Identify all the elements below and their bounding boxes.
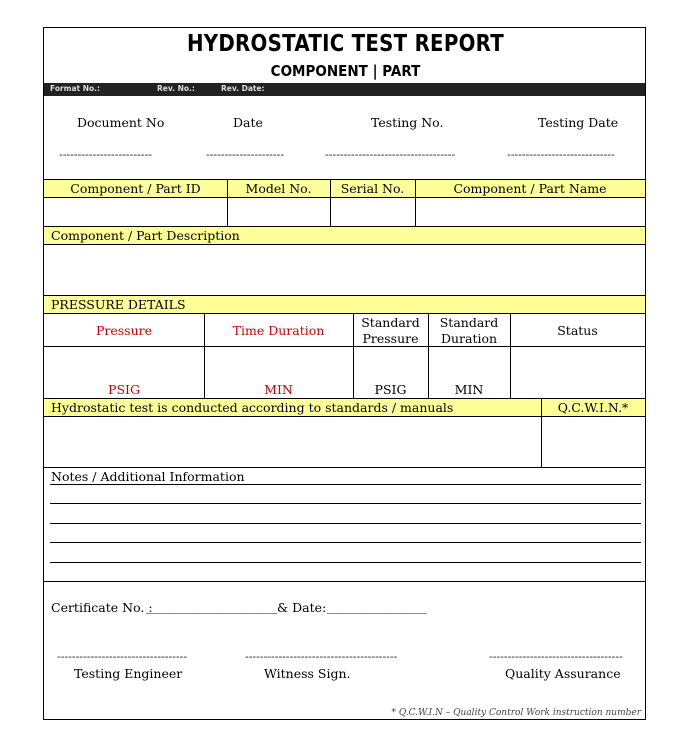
document-no-blank[interactable]: ------------------------- bbox=[59, 148, 152, 161]
testing-engineer-signature-line[interactable]: ----------------------------------- bbox=[57, 650, 188, 663]
rev-no-label: Rev. No.: bbox=[157, 84, 195, 93]
notes-rule bbox=[50, 542, 641, 543]
standard-duration-header-line1: Standard bbox=[439, 315, 499, 330]
testing-date-label: Testing Date bbox=[538, 115, 619, 130]
pressure-unit: PSIG bbox=[108, 382, 140, 397]
description-label: Component / Part Description bbox=[51, 228, 240, 243]
standards-statement: Hydrostatic test is conducted according to standards / manuals bbox=[51, 400, 454, 415]
status-field[interactable] bbox=[511, 347, 645, 397]
qa-signature-line[interactable]: ------------------------------------ bbox=[489, 650, 623, 663]
testing-no-blank[interactable]: ----------------------------------- bbox=[325, 148, 456, 161]
serial-no-field[interactable] bbox=[331, 198, 415, 226]
standard-duration-header-line2: Duration bbox=[440, 331, 498, 346]
divider bbox=[428, 314, 429, 398]
standards-field[interactable] bbox=[44, 417, 541, 466]
notes-label: Notes / Additional Information bbox=[51, 469, 245, 484]
qcwin-field[interactable] bbox=[542, 417, 645, 466]
rev-date-label: Rev. Date: bbox=[221, 84, 265, 93]
serial-no-header: Serial No. bbox=[340, 181, 405, 196]
divider bbox=[204, 314, 205, 398]
description-field[interactable] bbox=[44, 245, 645, 295]
witness-sign-label: Witness Sign. bbox=[264, 666, 351, 681]
standard-pressure-header-line1: Standard bbox=[361, 315, 420, 330]
standard-pressure-header-line2: Pressure bbox=[362, 331, 419, 346]
divider bbox=[330, 180, 331, 226]
model-no-header: Model No. bbox=[245, 181, 312, 196]
report-title: HYDROSTATIC TEST REPORT bbox=[186, 31, 505, 57]
footnote: * Q.C.W.I.N – Quality Control Work instruction number bbox=[391, 708, 641, 718]
certificate-no-label: Certificate No. : bbox=[51, 600, 153, 615]
pressure-column-header: Pressure bbox=[95, 323, 153, 338]
divider bbox=[510, 314, 511, 398]
divider bbox=[44, 313, 645, 314]
report-subtitle: COMPONENT | PART bbox=[270, 62, 421, 80]
date-label: Date bbox=[233, 115, 263, 130]
status-column-header: Status bbox=[557, 323, 598, 338]
witness-signature-line[interactable]: ----------------------------------------- bbox=[245, 650, 398, 663]
divider bbox=[353, 314, 354, 398]
quality-assurance-label: Quality Assurance bbox=[505, 666, 621, 681]
divider bbox=[227, 180, 228, 226]
notes-rule bbox=[50, 503, 641, 504]
notes-rule bbox=[50, 484, 641, 485]
component-id-field[interactable] bbox=[44, 198, 227, 226]
date-blank[interactable]: --------------------- bbox=[206, 148, 285, 161]
certificate-date-blank[interactable]: ________________ bbox=[327, 599, 427, 614]
component-name-header: Component / Part Name bbox=[453, 181, 607, 196]
testing-date-blank[interactable]: ----------------------------- bbox=[507, 148, 615, 161]
notes-rule bbox=[50, 523, 641, 524]
testing-no-label: Testing No. bbox=[371, 115, 444, 130]
notes-rule bbox=[50, 562, 641, 563]
certificate-date-label: & Date: bbox=[277, 600, 327, 615]
document-no-label: Document No bbox=[77, 115, 165, 130]
format-no-label: Format No.: bbox=[50, 84, 101, 93]
component-name-field[interactable] bbox=[416, 198, 645, 226]
divider bbox=[541, 399, 542, 467]
standard-duration-unit: MIN bbox=[454, 382, 484, 397]
time-duration-column-header: Time Duration bbox=[232, 323, 325, 338]
format-bar bbox=[44, 83, 645, 96]
testing-engineer-label: Testing Engineer bbox=[74, 666, 183, 681]
standard-pressure-unit: PSIG bbox=[374, 382, 407, 397]
component-id-header: Component / Part ID bbox=[70, 181, 201, 196]
qcwin-header: Q.C.W.I.N.* bbox=[557, 400, 629, 415]
divider bbox=[415, 180, 416, 226]
certificate-no-blank[interactable]: _____________________ bbox=[146, 599, 278, 614]
pressure-details-label: PRESSURE DETAILS bbox=[51, 297, 186, 312]
report-form bbox=[43, 27, 646, 720]
time-unit: MIN bbox=[264, 382, 293, 397]
divider bbox=[44, 581, 645, 582]
model-no-field[interactable] bbox=[228, 198, 330, 226]
